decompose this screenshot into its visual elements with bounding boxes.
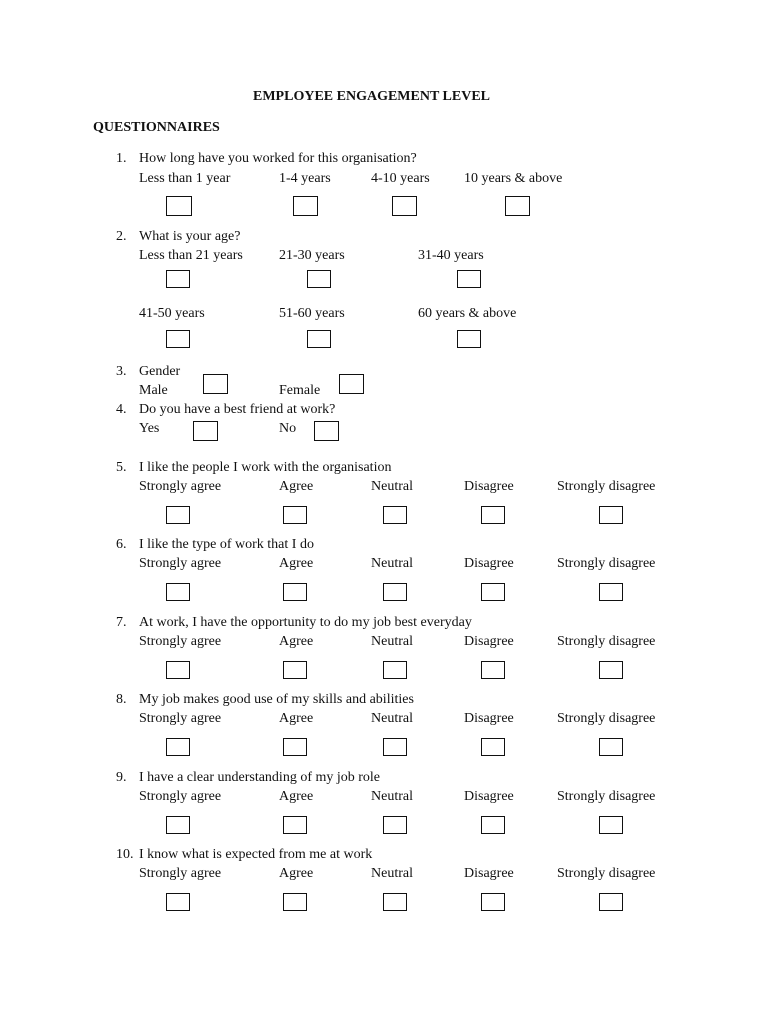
likert-option-label: Strongly disagree bbox=[557, 556, 656, 571]
likert-option-label: Strongly disagree bbox=[557, 711, 656, 726]
q4-option-label: No bbox=[279, 421, 297, 436]
question-6-number: 6. bbox=[116, 537, 127, 552]
q2-checkbox[interactable] bbox=[457, 270, 481, 288]
likert-option-label: Neutral bbox=[371, 634, 413, 649]
q4-checkbox[interactable] bbox=[314, 421, 339, 441]
likert-checkbox[interactable] bbox=[283, 583, 307, 601]
likert-option-label: Strongly agree bbox=[139, 556, 222, 571]
likert-option-label: Strongly disagree bbox=[557, 866, 656, 881]
likert-checkbox[interactable] bbox=[383, 893, 407, 911]
q1-option-label: Less than 1 year bbox=[139, 171, 231, 186]
question-9-number: 9. bbox=[116, 770, 127, 785]
likert-option-label: Strongly agree bbox=[139, 634, 222, 649]
likert-checkbox[interactable] bbox=[383, 738, 407, 756]
q2-checkbox[interactable] bbox=[166, 270, 190, 288]
likert-option-label: Disagree bbox=[464, 479, 514, 494]
question-5-text: I like the people I work with the organisation bbox=[139, 460, 392, 475]
likert-option-label: Strongly agree bbox=[139, 789, 222, 804]
likert-checkbox[interactable] bbox=[481, 506, 505, 524]
q1-option-label: 1-4 years bbox=[279, 171, 331, 186]
q3-checkbox[interactable] bbox=[339, 374, 364, 394]
likert-checkbox[interactable] bbox=[283, 506, 307, 524]
question-4-number: 4. bbox=[116, 402, 127, 417]
question-6-text: I like the type of work that I do bbox=[139, 537, 314, 552]
q2-checkbox[interactable] bbox=[457, 330, 481, 348]
likert-option-label: Strongly disagree bbox=[557, 634, 656, 649]
likert-checkbox[interactable] bbox=[481, 661, 505, 679]
likert-option-label: Agree bbox=[279, 479, 314, 494]
likert-option-label: Agree bbox=[279, 866, 314, 881]
question-4-text: Do you have a best friend at work? bbox=[139, 402, 336, 417]
likert-checkbox[interactable] bbox=[383, 816, 407, 834]
likert-checkbox[interactable] bbox=[283, 738, 307, 756]
question-8-text: My job makes good use of my skills and abilities bbox=[139, 692, 414, 707]
question-1-text: How long have you worked for this organisation? bbox=[139, 151, 417, 166]
q2-option-label: 51-60 years bbox=[279, 306, 345, 321]
question-8-number: 8. bbox=[116, 692, 127, 707]
likert-option-label: Strongly agree bbox=[139, 711, 222, 726]
q3-option-label: Female bbox=[279, 383, 321, 398]
likert-checkbox[interactable] bbox=[481, 893, 505, 911]
likert-checkbox[interactable] bbox=[166, 661, 190, 679]
likert-checkbox[interactable] bbox=[283, 816, 307, 834]
likert-option-label: Neutral bbox=[371, 789, 413, 804]
question-2-number: 2. bbox=[116, 229, 127, 244]
likert-option-label: Disagree bbox=[464, 711, 514, 726]
q1-checkbox[interactable] bbox=[166, 196, 192, 216]
q1-checkbox[interactable] bbox=[505, 196, 530, 216]
likert-checkbox[interactable] bbox=[481, 816, 505, 834]
likert-checkbox[interactable] bbox=[599, 816, 623, 834]
question-7-number: 7. bbox=[116, 615, 127, 630]
likert-checkbox[interactable] bbox=[599, 583, 623, 601]
likert-option-label: Strongly agree bbox=[139, 479, 222, 494]
question-9-text: I have a clear understanding of my job role bbox=[139, 770, 381, 785]
likert-checkbox[interactable] bbox=[166, 583, 190, 601]
likert-checkbox[interactable] bbox=[599, 738, 623, 756]
q3-checkbox[interactable] bbox=[203, 374, 228, 394]
likert-option-label: Agree bbox=[279, 789, 314, 804]
likert-checkbox[interactable] bbox=[166, 893, 190, 911]
likert-checkbox[interactable] bbox=[599, 661, 623, 679]
likert-checkbox[interactable] bbox=[481, 583, 505, 601]
question-7-text: At work, I have the opportunity to do my job best everyday bbox=[139, 615, 472, 630]
likert-option-label: Strongly disagree bbox=[557, 479, 656, 494]
likert-checkbox[interactable] bbox=[283, 893, 307, 911]
likert-checkbox[interactable] bbox=[383, 506, 407, 524]
likert-option-label: Disagree bbox=[464, 634, 514, 649]
question-10-text: I know what is expected from me at work bbox=[139, 847, 373, 862]
question-2-text: What is your age? bbox=[139, 229, 241, 244]
question-1-number: 1. bbox=[116, 151, 127, 166]
q4-checkbox[interactable] bbox=[193, 421, 218, 441]
likert-checkbox[interactable] bbox=[166, 816, 190, 834]
likert-checkbox[interactable] bbox=[283, 661, 307, 679]
likert-option-label: Agree bbox=[279, 634, 314, 649]
q1-option-label: 4-10 years bbox=[371, 171, 430, 186]
q1-checkbox[interactable] bbox=[293, 196, 318, 216]
q2-option-label: Less than 21 years bbox=[139, 248, 243, 263]
likert-option-label: Neutral bbox=[371, 711, 413, 726]
likert-option-label: Strongly agree bbox=[139, 866, 222, 881]
q2-checkbox[interactable] bbox=[307, 270, 331, 288]
question-10-number: 10. bbox=[116, 847, 134, 862]
likert-checkbox[interactable] bbox=[383, 661, 407, 679]
page-title: EMPLOYEE ENGAGEMENT LEVEL bbox=[253, 89, 491, 104]
likert-checkbox[interactable] bbox=[166, 738, 190, 756]
likert-checkbox[interactable] bbox=[166, 506, 190, 524]
question-3-number: 3. bbox=[116, 364, 127, 379]
q2-option-label: 41-50 years bbox=[139, 306, 205, 321]
likert-option-label: Agree bbox=[279, 711, 314, 726]
q1-checkbox[interactable] bbox=[392, 196, 417, 216]
likert-checkbox[interactable] bbox=[599, 893, 623, 911]
q2-checkbox[interactable] bbox=[307, 330, 331, 348]
likert-option-label: Neutral bbox=[371, 556, 413, 571]
likert-option-label: Disagree bbox=[464, 866, 514, 881]
section-heading: QUESTIONNAIRES bbox=[93, 120, 220, 135]
likert-checkbox[interactable] bbox=[481, 738, 505, 756]
q2-option-label: 31-40 years bbox=[418, 248, 484, 263]
likert-checkbox[interactable] bbox=[599, 506, 623, 524]
q4-option-label: Yes bbox=[139, 421, 160, 436]
q2-checkbox[interactable] bbox=[166, 330, 190, 348]
likert-option-label: Neutral bbox=[371, 866, 413, 881]
q2-option-label: 60 years & above bbox=[418, 306, 517, 321]
likert-option-label: Disagree bbox=[464, 556, 514, 571]
likert-option-label: Disagree bbox=[464, 789, 514, 804]
likert-option-label: Strongly disagree bbox=[557, 789, 656, 804]
question-3-text: Gender bbox=[139, 364, 181, 379]
likert-option-label: Neutral bbox=[371, 479, 413, 494]
question-5-number: 5. bbox=[116, 460, 127, 475]
q3-option-label: Male bbox=[139, 383, 168, 398]
likert-checkbox[interactable] bbox=[383, 583, 407, 601]
likert-option-label: Agree bbox=[279, 556, 314, 571]
q2-option-label: 21-30 years bbox=[279, 248, 345, 263]
q1-option-label: 10 years & above bbox=[464, 171, 563, 186]
